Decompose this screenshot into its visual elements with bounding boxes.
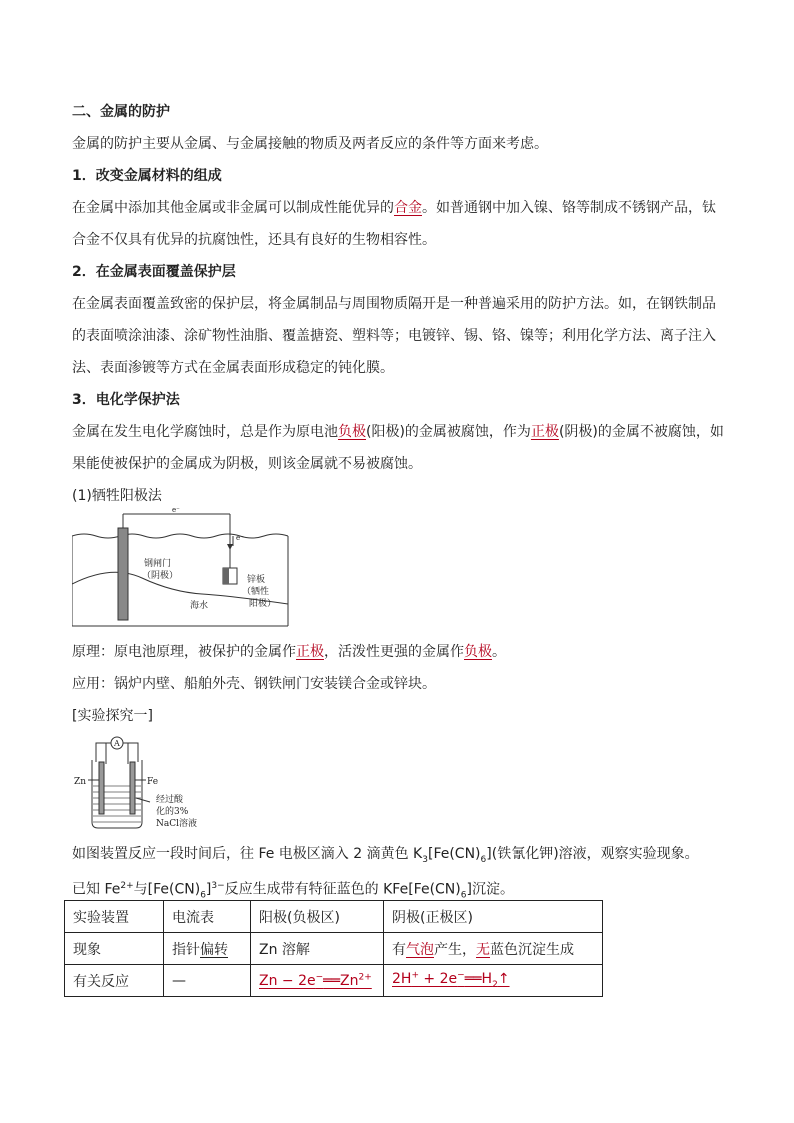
table-header-cell: 实验装置 (65, 901, 164, 933)
table-row (65, 901, 603, 933)
zinc-label-3: 阳极） (249, 599, 277, 609)
fe-electrode-label: Fe (147, 777, 159, 787)
s3-paragraph: 金属在发生电化学腐蚀时，总是作为原电池负极(阳极)的金属被腐蚀，作为正极(阴极)的金属不被腐蚀，如果能使被保护的金属成为阴极，则该金属就不易被腐蚀。 (72, 424, 724, 472)
solution-label-1: 经过酸 (156, 795, 184, 805)
table-row (65, 933, 603, 965)
experiment-paragraph: 如图装置反应一段时间后，往 Fe 电极区滴入 2 滴黄色 $K_3[Fe(CN)_6]$(铁氰化钾)溶液，观察实验现象。 (72, 846, 699, 865)
table-header-cell: 阳极(负极区) (251, 901, 384, 933)
section-title: 二、金属的防护 (72, 104, 170, 120)
zinc-label: 锌板 (247, 575, 266, 585)
table-cell: 有关反应 (65, 965, 164, 997)
term-negative: 负极 (338, 424, 366, 440)
gate-label-2: （阴极） (142, 571, 179, 581)
solution-label-2: 化的3% (156, 807, 189, 817)
term-positive: 正极 (530, 424, 559, 440)
term-positive-2: 正极 (296, 644, 324, 660)
table-header-cell: 电流表 (164, 901, 251, 933)
term-alloy: 合金 (394, 200, 422, 216)
application-paragraph: 应用：锅炉内壁、船舶外壳、钢铁闸门安装镁合金或锌块。 (72, 676, 436, 692)
experiment-table (64, 900, 603, 997)
table-cell: $Zn - 2e^-══Zn^{2+}$ (251, 965, 384, 997)
s2-paragraph: 在金属表面覆盖致密的保护层，将金属制品与周围物质隔开是一种普遍采用的防护方法。如，在钢铁制品的表面喷涂油漆、涂矿物性油脂、覆盖搪瓷、塑料等；电镀锌、锡、铬、镍等；利用化学方法、离子注入法、表面渗镀等方式在金属表面形成稳定的钝化膜。 (72, 296, 716, 376)
method1-title: (1)牺牲阳极法 (72, 488, 162, 504)
electron-top-label: e⁻ (172, 506, 180, 514)
table-cell: $2H^+ + 2e^-══H_2↑$ (384, 965, 603, 997)
term-negative-2: 负极 (464, 644, 492, 660)
principle-paragraph: 原理：原电池原理，被保护的金属作正极，活泼性更强的金属作负极。 (72, 644, 506, 660)
galvanic-cell-figure (74, 734, 214, 830)
s2-title: 2．在金属表面覆盖保护层 (72, 264, 236, 280)
electron-right-label: e⁻ (236, 534, 244, 542)
s1-paragraph: 在金属中添加其他金属或非金属可以制成性能优异的合金。如普通钢中加入镍、铬等制成不锈钢产品，钛合金不仅具有优异的抗腐蚀性，还具有良好的生物相容性。 (72, 200, 716, 248)
table-cell: 指针偏转 (164, 933, 251, 965)
experiment-title: [实验探究一] (72, 708, 153, 724)
zinc-label-2: （牺性 (242, 587, 270, 597)
s3-title: 3．电化学保护法 (72, 392, 180, 408)
table-row (65, 965, 603, 997)
ammeter-label: A (114, 739, 120, 748)
intro-paragraph: 金属的防护主要从金属、与金属接触的物质及两者反应的条件等方面来考虑。 (72, 136, 548, 152)
table-header-cell: 阴极(正极区) (384, 901, 603, 933)
table-cell: — (164, 965, 251, 997)
s1-title: 1．改变金属材料的组成 (72, 168, 222, 184)
table-cell: 现象 (65, 933, 164, 965)
solution-label-3: NaCl溶液 (156, 819, 198, 829)
gate-label: 钢闸门 (144, 559, 172, 569)
zn-electrode-label: Zn (74, 777, 87, 787)
seawater-label: 海水 (190, 601, 209, 611)
table-cell: 有气泡产生，无蓝色沉淀生成 (384, 933, 603, 965)
known-paragraph: 已知 $Fe^{2+}$与$[Fe(CN)_6]^{3-}$反应生成带有特征蓝色的 $KFe[Fe(CN)_6]$沉淀。 (72, 881, 514, 901)
sacrificial-anode-figure (72, 506, 302, 634)
table-cell: Zn 溶解 (251, 933, 384, 965)
